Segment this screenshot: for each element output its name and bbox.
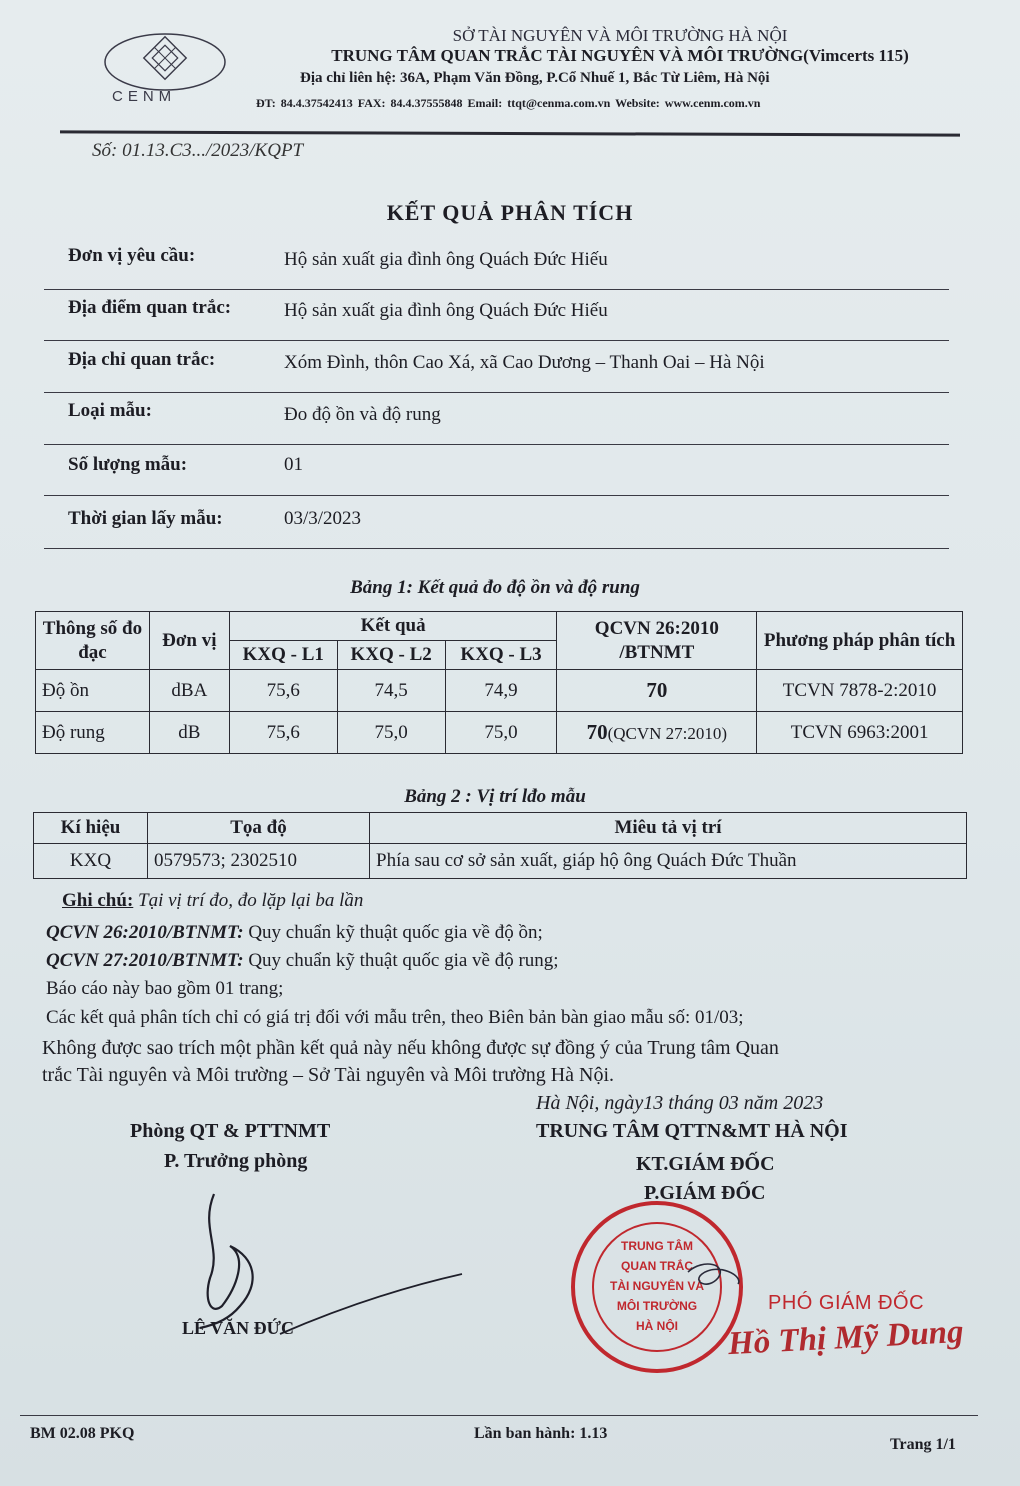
org-parent: SỞ TÀI NGUYÊN VÀ MÔI TRƯỜNG HÀ NỘI: [452, 26, 788, 45]
info-divider: [44, 289, 949, 290]
info-label-sample-time: Thời gian lấy mẫu:: [68, 508, 223, 529]
cell-l3: 75,0: [445, 712, 557, 754]
cell-param: Độ rung: [36, 712, 150, 754]
cell-method: TCVN 7878-2:2010: [757, 670, 963, 712]
left-role: P. Trưởng phòng: [164, 1150, 308, 1172]
qcvn27-text: Quy chuẩn kỹ thuật quốc gia về độ rung;: [248, 950, 559, 971]
sign-date: Hà Nội, ngày13 tháng 03 năm 2023: [536, 1092, 824, 1114]
cell-param: Độ ồn: [36, 670, 150, 712]
org-contact: ĐT: 84.4.37542413 FAX: 84.4.37555848 Email: ttqt@cenma.com.vn Website: www.cenm.com.vn: [256, 96, 761, 110]
col-header-param: Thông số đo đạc: [36, 612, 150, 670]
cell-l1: 75,6: [229, 712, 337, 754]
info-divider: [44, 340, 949, 341]
stamp-icon: [568, 1198, 746, 1376]
svg-text:HÀ NỘI: HÀ NỘI: [636, 1319, 678, 1333]
col-header-result: Kết quả: [229, 612, 557, 641]
col-header-qcvn: QCVN 26:2010 /BTNMT: [557, 612, 757, 670]
info-label-address: Địa chỉ quan trắc:: [68, 349, 216, 370]
cell-unit: dBA: [149, 670, 229, 712]
info-value-requester: Hộ sản xuất gia đình ông Quách Đức Hiếu: [284, 249, 608, 270]
svg-text:TÀI NGUYÊN VÀ: TÀI NGUYÊN VÀ: [609, 1279, 705, 1293]
table-row: [36, 670, 963, 712]
logo-text: CENM: [112, 88, 177, 105]
table-row: [36, 712, 963, 754]
note-line: trắc Tài nguyên và Môi trường – Sở Tài nguyên và Môi trường Hà Nội.: [42, 1064, 615, 1086]
footer-divider: [20, 1415, 978, 1416]
info-label-requester: Đơn vị yêu cầu:: [68, 245, 196, 266]
info-value-address: Xóm Đình, thôn Cao Xá, xã Cao Dương – Thanh Oai – Hà Nội: [284, 352, 765, 373]
limit-value: 70: [646, 678, 668, 702]
note-text: Tại vị trí đo, đo lặp lại ba lần: [138, 890, 364, 911]
col-header-coord: Tọa độ: [148, 813, 370, 844]
table1-caption: Bảng 1: Kết quả đo độ ồn và độ rung: [350, 577, 640, 598]
document-number: Số: 01.13.C3.../2023/KQPT: [92, 140, 304, 161]
info-value-sample-count: 01: [284, 454, 303, 475]
svg-text:MÔI TRƯỜNG: MÔI TRƯỜNG: [616, 1299, 698, 1313]
info-value-location: Hộ sản xuất gia đình ông Quách Đức Hiếu: [284, 300, 608, 321]
document-title: KẾT QUẢ PHÂN TÍCH: [386, 200, 634, 225]
note-line: [62, 890, 363, 912]
cell-method: TCVN 6963:2001: [757, 712, 963, 754]
cell-desc: Phía sau cơ sở sản xuất, giáp hộ ông Quách Đức Thuần: [370, 844, 967, 879]
col-header-l2: KXQ - L2: [337, 641, 445, 670]
limit-note: (QCVN 27:2010): [607, 724, 728, 743]
info-divider: [44, 392, 949, 393]
info-divider: [44, 495, 949, 496]
qcvn26-label: QCVN 26:2010/BTNMT:: [46, 922, 244, 943]
info-value-sample-type: Đo độ ồn và độ rung: [284, 404, 441, 425]
note-line: [46, 950, 559, 972]
svg-text:QUAN TRẮC: QUAN TRẮC: [621, 1259, 693, 1273]
cell-unit: dB: [149, 712, 229, 754]
info-label-sample-count: Số lượng mẫu:: [68, 454, 188, 475]
info-divider: [44, 548, 949, 549]
note-line: Các kết quả phân tích chỉ có giá trị đối với mẫu trên, theo Biên bản bàn giao mẫu số: 01/03;: [46, 1007, 744, 1028]
results-table: [35, 611, 963, 754]
limit-value: 70: [586, 720, 608, 744]
vice-director-title: PHÓ GIÁM ĐỐC: [768, 1292, 925, 1314]
info-label-sample-type: Loại mẫu:: [68, 400, 152, 421]
col-header-method: Phương pháp phân tích: [757, 612, 963, 670]
issue-number: Lần ban hành: 1.13: [474, 1425, 608, 1442]
note-line: Báo cáo này bao gồm 01 trang;: [46, 978, 284, 999]
right-role1: KT.GIÁM ĐỐC: [636, 1153, 775, 1175]
note-line: Không được sao trích một phần kết quả này nếu không được sự đồng ý của Trung tâm Quan: [42, 1037, 779, 1059]
qcvn26-text: Quy chuẩn kỹ thuật quốc gia về độ ồn;: [248, 922, 543, 943]
left-department: Phòng QT & PTTNMT: [130, 1120, 331, 1142]
cell-limit: [557, 712, 757, 754]
page-number: Trang 1/1: [890, 1436, 956, 1453]
qcvn27-label: QCVN 27:2010/BTNMT:: [46, 950, 244, 971]
col-header-desc: Miêu tả vị trí: [370, 813, 967, 844]
info-value-sample-time: 03/3/2023: [284, 508, 362, 529]
signature-left-icon: [170, 1188, 470, 1338]
org-name: TRUNG TÂM QUAN TRẮC TÀI NGUYÊN VÀ MÔI TRƯỜNG(Vimcerts 115): [331, 46, 909, 65]
cell-symbol: KXQ: [34, 844, 148, 879]
note-label: Ghi chú:: [62, 890, 134, 911]
form-code: BM 02.08 PKQ: [30, 1425, 135, 1442]
left-name: LÊ VĂN ĐỨC: [182, 1318, 295, 1338]
info-label-location: Địa điểm quan trắc:: [68, 297, 232, 318]
org-address: Địa chỉ liên hệ: 36A, Phạm Văn Đồng, P.Cổ Nhuế 1, Bắc Từ Liêm, Hà Nội: [300, 70, 770, 86]
right-role2: P.GIÁM ĐỐC: [644, 1182, 766, 1204]
table2-caption: Bảng 2 : Vị trí lđo mẫu: [404, 786, 586, 807]
col-header-unit: Đơn vị: [149, 612, 229, 670]
info-divider: [44, 444, 949, 445]
cell-l1: 75,6: [229, 670, 337, 712]
header-divider: [60, 130, 960, 136]
note-line: [46, 922, 543, 944]
vice-director-name: Hồ Thị Mỹ Dung: [727, 1313, 965, 1363]
location-table: [33, 812, 967, 879]
cell-limit: [557, 670, 757, 712]
col-header-symbol: Kí hiệu: [34, 813, 148, 844]
svg-text:TRUNG TÂM: TRUNG TÂM: [621, 1239, 693, 1253]
cell-l3: 74,9: [445, 670, 557, 712]
col-header-l1: KXQ - L1: [229, 641, 337, 670]
col-header-l3: KXQ - L3: [445, 641, 557, 670]
right-org: TRUNG TÂM QTTN&MT HÀ NỘI: [536, 1120, 848, 1142]
cell-l2: 75,0: [337, 712, 445, 754]
cell-l2: 74,5: [337, 670, 445, 712]
table-row: [34, 844, 967, 879]
cell-coord: 0579573; 2302510: [148, 844, 370, 879]
